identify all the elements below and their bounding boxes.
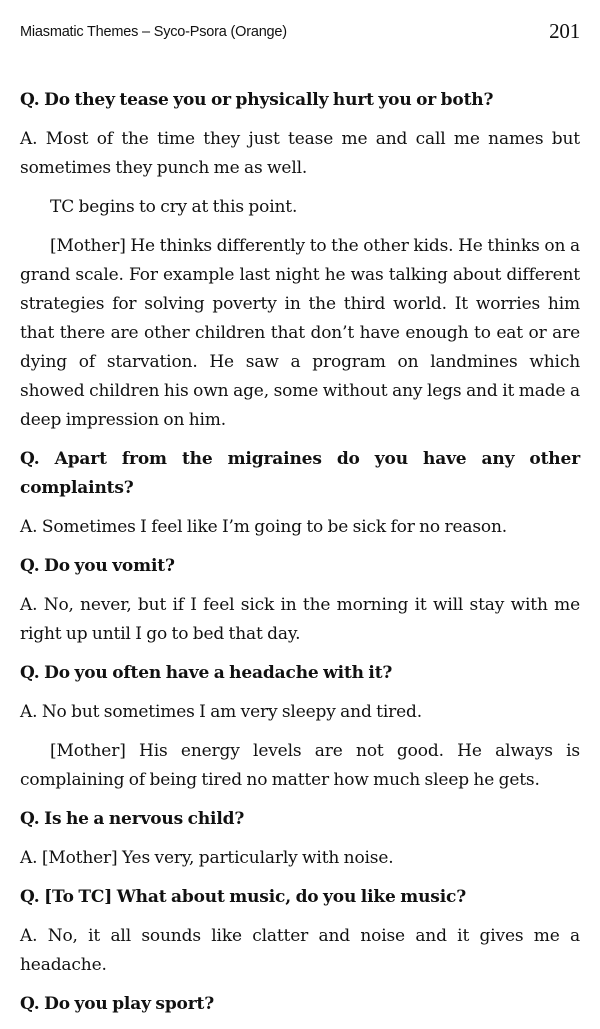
question-paragraph: Q. Is he a nervous child? <box>20 809 245 829</box>
narrative-paragraph: TC begins to cry at this point. <box>50 197 298 217</box>
mother-statement-paragraph: [Mother] His energy levels are not good. He always is complaining of being tired no matter how much sleep he gets. <box>20 741 580 790</box>
question-paragraph: Q. Do you play sport? <box>20 994 215 1014</box>
answer-paragraph: A. No, it all sounds like clatter and noise and it gives me a headache. <box>20 926 580 975</box>
body-text <box>20 86 580 1029</box>
mother-statement-paragraph: [Mother] He thinks differently to the other kids. He thinks on a grand scale. For example last night he was talking about different strategies for solving poverty in the third world. It worries him that there are other children that don’t have enough to eat or are dying of starvation. He saw a program on landmines which showed children his own age, some without any legs and it made a deep impression on him. <box>20 236 580 430</box>
running-head <box>20 19 580 46</box>
page-number: 201 <box>549 19 580 43</box>
answer-paragraph: A. Sometimes I feel like I’m going to be sick for no reason. <box>20 517 508 537</box>
running-head-title: Miasmatic Themes – Syco-Psora (Orange) <box>20 24 287 40</box>
answer-paragraph: A. Most of the time they just tease me and call me names but sometimes they punch me as well. <box>20 129 580 178</box>
question-paragraph: Q. Do you vomit? <box>20 556 175 576</box>
question-paragraph: Q. [To TC] What about music, do you like music? <box>20 887 467 907</box>
question-paragraph: Q. Do you often have a headache with it? <box>20 663 393 683</box>
question-paragraph: Q. Apart from the migraines do you have any other complaints? <box>20 449 580 498</box>
answer-paragraph: A. No, never, but if I feel sick in the morning it will stay with me right up until I go to bed that day. <box>20 595 580 644</box>
answer-paragraph: A. [Mother] Yes very, particularly with noise. <box>20 848 394 868</box>
answer-paragraph: A. No but sometimes I am very sleepy and tired. <box>20 702 422 722</box>
question-paragraph: Q. Do they tease you or physically hurt you or both? <box>20 90 494 110</box>
